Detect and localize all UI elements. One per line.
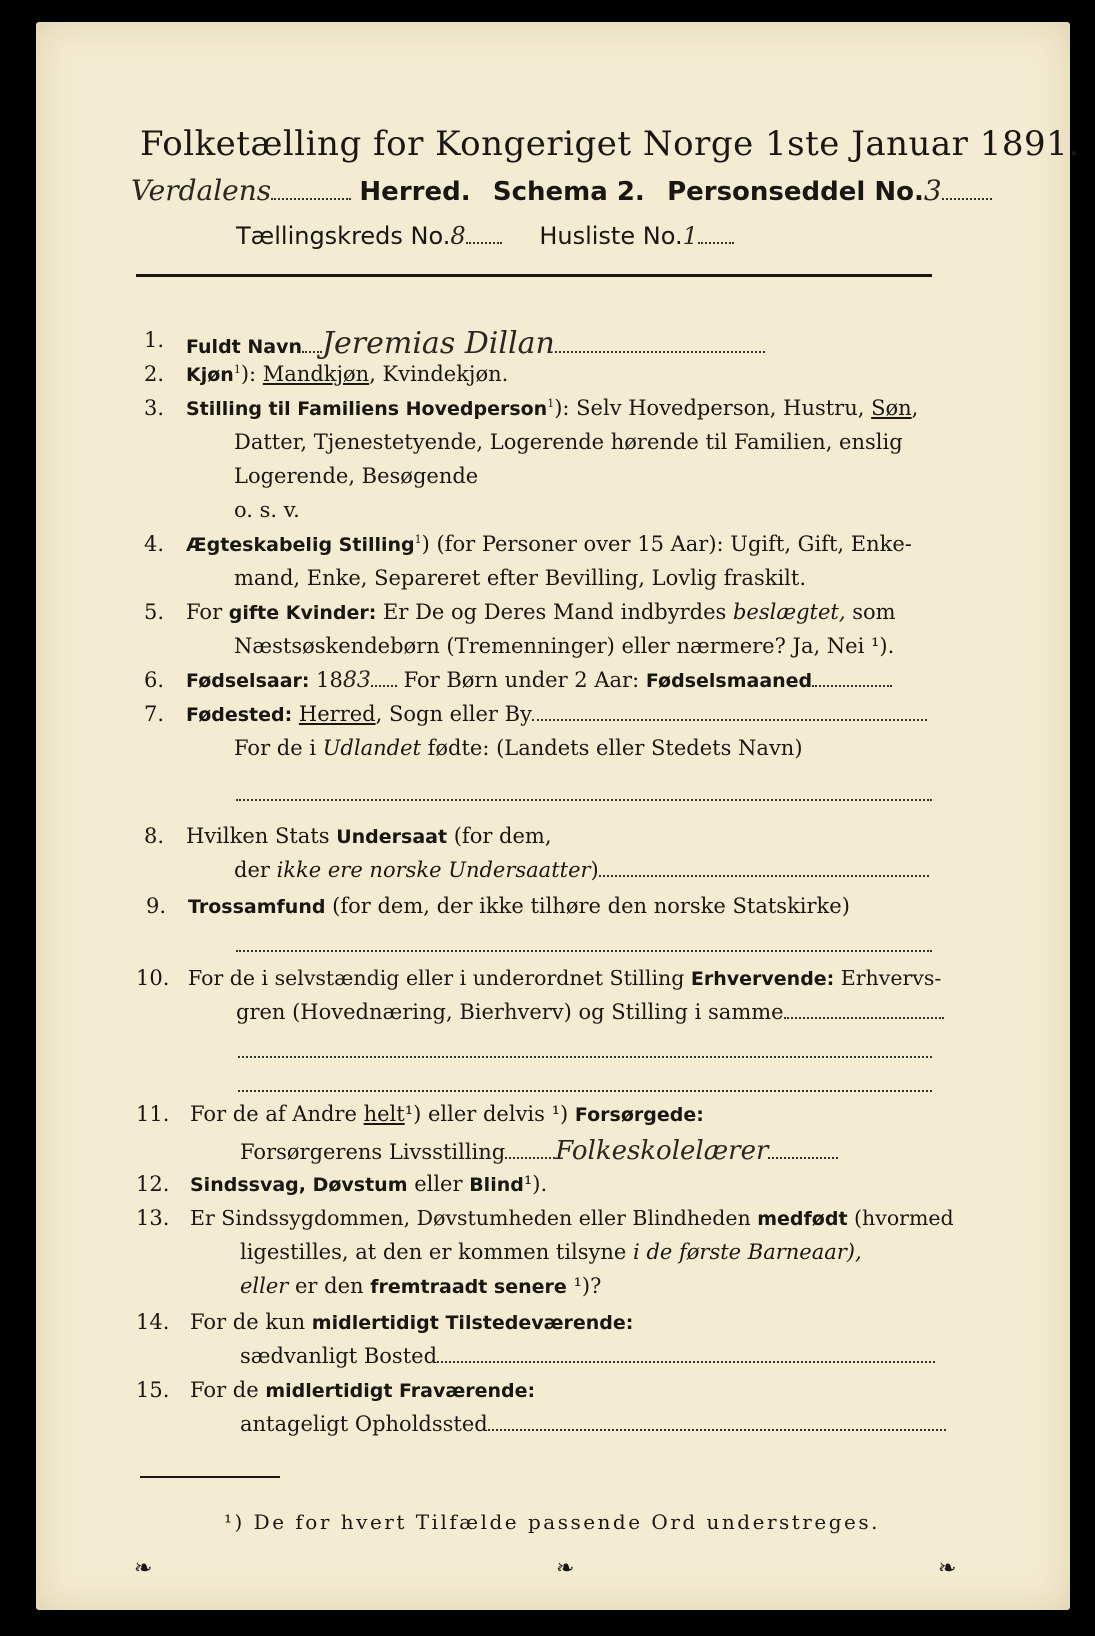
q10-answer-line1 <box>238 1056 932 1058</box>
q13-text1a: Er Sindssygdommen, Døvstumheden eller Blindheden <box>190 1206 758 1230</box>
q6-row <box>186 668 892 693</box>
q7-answer-line <box>236 799 932 801</box>
q4-label: Ægteskabelig Stilling <box>186 534 415 556</box>
q8-text2b: ) <box>590 858 599 882</box>
q11-text1b: ¹) eller delvis ¹) <box>404 1102 575 1126</box>
q15-pre: For de <box>190 1378 266 1402</box>
q10-line2 <box>236 1000 944 1024</box>
footnote-rule <box>140 1476 280 1478</box>
q10-line1 <box>188 966 941 990</box>
q7-label: Fødested: <box>186 704 293 726</box>
q5-label: gifte Kvinder: <box>228 602 377 624</box>
q14-text2: sædvanligt Bosted <box>240 1344 438 1368</box>
ornament-center-icon: ❧ <box>556 1556 575 1581</box>
q3-line2: Datter, Tjenestetyende, Logerende hørende til Familien, enslig <box>234 430 903 454</box>
q13-label: medfødt <box>757 1208 848 1230</box>
q6-value: 83 <box>342 668 371 693</box>
q1-row <box>186 326 765 361</box>
q2-row <box>186 362 508 386</box>
q6-label: Fødselsaar: <box>186 670 310 692</box>
q13-line1 <box>190 1206 954 1230</box>
q10-text1-end: Erhvervs- <box>834 966 942 990</box>
q11-text1a: For de af Andre <box>190 1102 364 1126</box>
q2-colon: ): <box>240 362 263 386</box>
q12-end: ¹). <box>523 1172 548 1196</box>
herred-line <box>131 174 992 207</box>
q4-number: 4. <box>144 532 165 556</box>
q6-prefix: 18 <box>309 668 343 692</box>
q6-number: 6. <box>144 668 165 692</box>
q13-line3 <box>240 1274 601 1298</box>
q10-text1: For de i selvstændig eller i underordnet Stilling <box>188 966 691 990</box>
personseddel-label: Personseddel No. <box>667 177 924 207</box>
q7-rest: , Sogn eller By <box>375 702 532 726</box>
q15-number: 15. <box>136 1378 170 1402</box>
q6-mid: For Børn under 2 Aar: <box>396 668 646 692</box>
q14-label: midlertidigt Tilstedeværende: <box>311 1312 634 1334</box>
q13-text1b: (hvormed <box>847 1206 954 1230</box>
q7-udlandet: Udlandet <box>322 736 421 760</box>
q11-label: Forsørgede: <box>574 1104 704 1126</box>
kreds-label: Tællingskreds No. <box>236 222 451 250</box>
q7-text2a: For de i <box>234 736 323 760</box>
q1-value: Jeremias Dillan <box>322 326 555 361</box>
q8-pre: Hvilken Stats <box>186 824 337 848</box>
q2-sup: 1 <box>233 363 241 376</box>
form-title: Folketælling for Kongeriget Norge 1ste Januar 1891. <box>140 124 1080 164</box>
ornament-right-icon: ❧ <box>938 1556 957 1581</box>
q3-son: Søn <box>871 396 912 420</box>
q8-line2 <box>234 858 929 882</box>
q3-label: Stilling til Familiens Hovedperson <box>186 398 548 420</box>
q3-text1-end: , <box>911 396 919 420</box>
q13-eller: eller <box>240 1274 289 1298</box>
q15-label: midlertidigt Fraværende: <box>265 1380 536 1402</box>
q2-label: Kjøn <box>186 364 234 386</box>
q9-text1: (for dem, der ikke tilhøre den norske Statskirke) <box>325 894 850 918</box>
census-form <box>36 22 1080 1610</box>
herred-label: Herred. <box>359 177 471 207</box>
q9-number: 9. <box>146 894 167 918</box>
q13-italic2: i de første Barneaar), <box>633 1240 862 1264</box>
q12-number: 12. <box>136 1172 170 1196</box>
q15-line2 <box>240 1412 946 1436</box>
q10-text2: gren (Hovednæring, Bierhverv) og Stilling i samme <box>236 1000 784 1024</box>
q12-mid: eller <box>407 1172 470 1196</box>
q9-label: Trossamfund <box>188 896 326 918</box>
husliste-label: Husliste No. <box>539 222 683 250</box>
q13-number: 13. <box>136 1206 170 1230</box>
q5-italic: beslægtet, <box>732 600 846 624</box>
q7-herred: Herred <box>298 702 376 726</box>
q3-line4: o. s. v. <box>234 498 300 522</box>
q5-pre: For <box>186 600 229 624</box>
q12-label: Sindssvag, Døvstum <box>190 1174 408 1196</box>
q11-number: 11. <box>136 1102 170 1126</box>
q6-label2: Fødselsmaaned <box>645 670 813 692</box>
q13-text3a: er den <box>288 1274 371 1298</box>
q5-line1 <box>186 600 896 624</box>
q15-line1 <box>190 1378 535 1402</box>
q13-line2 <box>240 1240 862 1264</box>
q8-label: Undersaat <box>336 826 448 848</box>
q5-number: 5. <box>144 600 165 624</box>
q8-text2a: der <box>234 858 277 882</box>
q11-text2: Forsørgerens Livsstilling <box>240 1140 506 1164</box>
kreds-value: 8 <box>450 222 466 250</box>
q9-answer-line <box>236 950 932 952</box>
ornament-left-icon: ❧ <box>134 1556 153 1581</box>
q3-line3: Logerende, Besøgende <box>234 464 479 488</box>
q8-italic: ikke ere norske Undersaatter <box>276 858 591 882</box>
q11-value: Folkeskolelærer <box>555 1136 769 1166</box>
q11-line1 <box>190 1102 704 1126</box>
q13-text3b: ¹)? <box>566 1274 602 1298</box>
q10-answer-line2 <box>238 1090 932 1092</box>
header-rule <box>136 274 932 277</box>
q13-label3: fremtraadt senere <box>370 1276 567 1298</box>
q1-number: 1. <box>144 328 165 352</box>
q10-number: 10. <box>136 966 170 990</box>
q2-rest: , Kvindekjøn. <box>369 362 509 386</box>
q3-line1: Stilling til Familiens Hovedperson$^1$): Selv Hovedperson, Hustru, Søn, <box>186 396 919 420</box>
q14-pre: For de kun <box>190 1310 312 1334</box>
q7-number: 7. <box>144 702 165 726</box>
q7-text2b: fødte: (Landets eller Stedets Navn) <box>420 736 803 760</box>
q4-text1: ) (for Personer over 15 Aar): Ugift, Gift, Enke- <box>421 532 912 556</box>
q11-helt: helt <box>363 1102 405 1126</box>
q3-text1: ): Selv Hovedperson, Hustru, <box>554 396 872 420</box>
herred-value: Verdalens <box>131 174 272 207</box>
q5-text1: Er De og Deres Mand indbyrdes <box>376 600 733 624</box>
q14-number: 14. <box>136 1310 170 1334</box>
q13-text2a: ligestilles, at den er kommen tilsyne <box>240 1240 634 1264</box>
husliste-value: 1 <box>682 222 698 250</box>
q1-label: Fuldt Navn <box>186 336 303 358</box>
q8-number: 8. <box>144 824 165 848</box>
kreds-line <box>236 222 734 250</box>
q8-line1 <box>186 824 552 848</box>
q2-number: 2. <box>144 362 165 386</box>
personseddel-value: 3 <box>923 174 942 207</box>
q12-label2: Blind <box>469 1174 524 1196</box>
q7-line1 <box>186 702 927 726</box>
q14-line2 <box>240 1344 935 1368</box>
schema-label: Schema 2. <box>492 177 645 207</box>
q14-line1 <box>190 1310 633 1334</box>
q8-text1: (for dem, <box>447 824 552 848</box>
q3-number: 3. <box>144 396 165 420</box>
q10-label: Erhvervende: <box>690 968 835 990</box>
q7-line2 <box>234 736 803 760</box>
footnote: ¹) De for hvert Tilfælde passende Ord understreges. <box>224 1510 880 1534</box>
q15-text2: antageligt Opholdssted <box>240 1412 488 1436</box>
q4-line2: mand, Enke, Separeret efter Bevilling, Lovlig fraskilt. <box>234 566 807 590</box>
q4-line1: Ægteskabelig Stilling$^1$) (for Personer over 15 Aar): Ugift, Gift, Enke- <box>186 532 912 556</box>
q9-line1 <box>188 894 850 918</box>
q2-mandkjon: Mandkjøn <box>262 362 370 386</box>
q11-line2 <box>240 1136 838 1166</box>
q12-row <box>190 1172 547 1196</box>
q5-line2: Næstsøskendebørn (Tremenninger) eller nærmere? Ja, Nei ¹). <box>234 634 895 658</box>
q5-text1-end: som <box>845 600 896 624</box>
